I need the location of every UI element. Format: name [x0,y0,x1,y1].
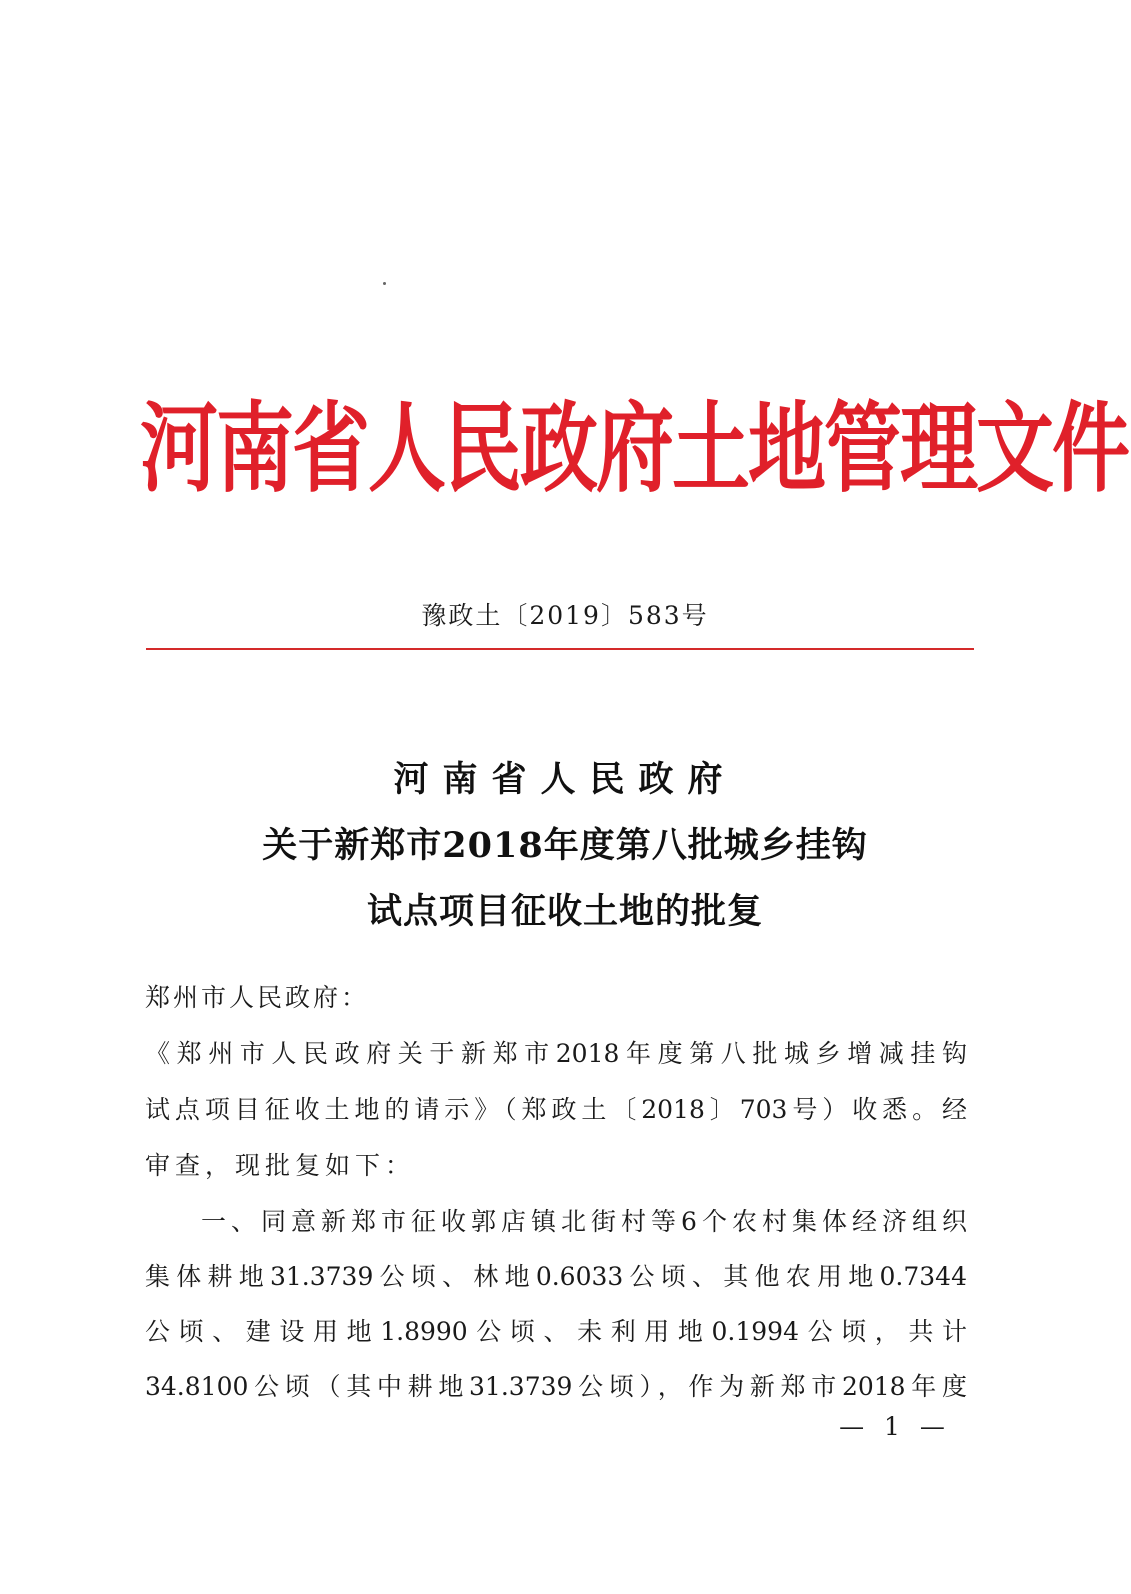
addressee: 郑州市人民政府： [145,983,370,1012]
scan-speck [383,282,386,285]
body-p1-line1: 《郑州市人民政府关于新郑市2018年度第八批城乡增减挂钩 [145,1039,967,1068]
body-p2-line3: 公顷、建设用地1.8990公顷、未利用地0.1994公顷，共计 [145,1317,967,1346]
body-p1-line2: 试点项目征收土地的请示》（郑政土〔2018〕703号）收悉。经 [145,1095,967,1124]
body-p2-line2: 集体耕地31.3739公顷、林地0.6033公顷、其他农用地0.7344 [145,1262,967,1291]
title-line-1: 河南省人民政府 [393,759,737,800]
red-divider-line [146,648,974,650]
body-p2-line4: 34.8100公顷（其中耕地31.3739公顷），作为新郑市2018年度 [145,1372,967,1401]
masthead-title: 河南省人民政府土地管理文件 [140,393,1129,507]
document-number: 豫政土〔2019〕583号 [421,601,709,630]
body-p1-line3: 审查，现批复如下： [145,1151,416,1180]
page-number: — 1 — [839,1412,951,1441]
body-p2-line1: 一、同意新郑市征收郭店镇北街村等6个农村集体经济组织 [201,1207,967,1236]
title-line-2: 关于新郑市2018年度第八批城乡挂钩 [262,825,868,866]
title-line-3: 试点项目征收土地的批复 [366,891,763,932]
